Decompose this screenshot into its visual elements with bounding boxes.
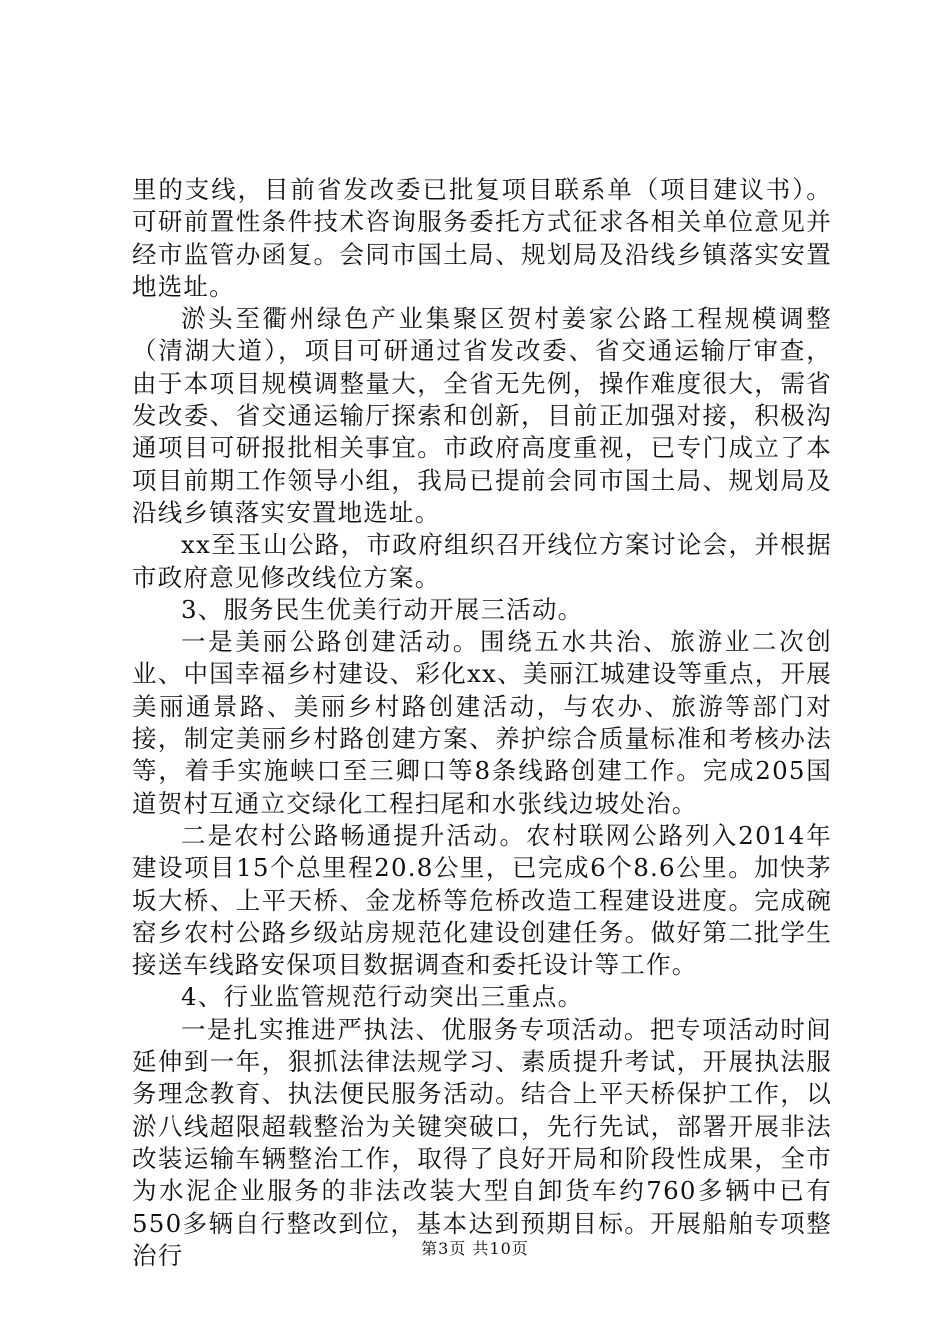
paragraph-1: 里的支线，目前省发改委已批复项目联系单（项目建议书）。可研前置性条件技术咨询服务委托方式征求各相关单位意见并经市监管办函复。会同市国土局、规划局及沿线乡镇落实安置地选址。	[132, 175, 832, 301]
paragraph-3: xx至玉山公路，市政府组织召开线位方案讨论会，并根据市政府意见修改线位方案。	[132, 530, 832, 592]
section-heading-3: 3、服务民生优美行动开展三活动。	[181, 594, 584, 624]
page-number-footer: 第3页 共10页	[421, 1239, 529, 1258]
paragraph-6: 二是农村公路畅通提升活动。农村联网公路列入2014年建设项目15个总里程20.8公里，已完成6个8.6公里。加快茅坂大桥、上平天桥、金龙桥等危桥改造工程建设进度。完成碗窑乡农村公路乡级站房规范化建设创建任务。做好第二批学生接送车线路安保项目数据调查和委托设计等工作。	[132, 820, 832, 980]
paragraph-2: 淤头至衢州绿色产业集聚区贺村姜家公路工程规模调整（清湖大道），项目可研通过省发改委、省交通运输厅审查，由于本项目规模调整量大，全省无先例，操作难度很大，需省发改委、省交通运输厅探索和创新，目前正加强对接，积极沟通项目可研报批相关事宜。市政府高度重视，已专门成立了本项目前期工作领导小组，我局已提前会同市国土局、规划局及沿线乡镇落实安置地选址。	[132, 304, 832, 527]
document-body	[132, 174, 832, 1272]
paragraph-8: 一是扎实推进严执法、优服务专项活动。把专项活动时间延伸到一年，狠抓法律法规学习、素质提升考试，开展执法服务理念教育、执法便民服务活动。结合上平天桥保护工作，以淤八线超限超载整治为关键突破口，先行先试，部署开展非法改装运输车辆整治工作，取得了良好开局和阶段性成果，全市为水泥企业服务的非法改装大型自卸货车约760多辆中已有550多辆自行整改到位，基本达到预期目标。开展船舶专项整治行	[132, 1014, 832, 1270]
section-heading-4: 4、行业监管规范行动突出三重点。	[181, 982, 584, 1012]
paragraph-5: 一是美丽公路创建活动。围绕五水共治、旅游业二次创业、中国幸福乡村建设、彩化xx、美丽江城建设等重点，开展美丽通景路、美丽乡村路创建活动，与农办、旅游等部门对接，制定美丽乡村路创建方案、养护综合质量标准和考核办法等，着手实施峡口至三卿口等8条线路创建工作。完成205国道贺村互通立交绿化工程扫尾和水张线边坡处治。	[132, 627, 832, 818]
